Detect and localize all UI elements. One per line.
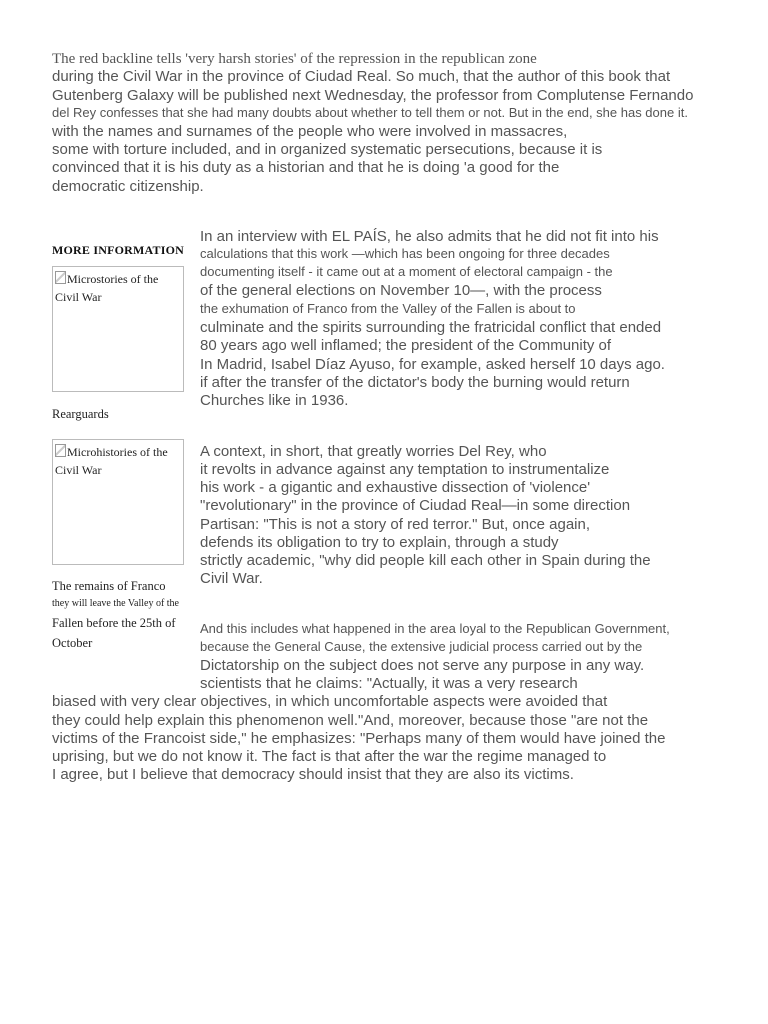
paragraph-line: the exhumation of Franco from the Valley of the Fallen is about to [200,301,576,316]
paragraph-line: because the General Cause, the extensive judicial process carried out by the [200,639,643,654]
paragraph-line: his work - a gigantic and exhaustive dissection of 'violence' [200,479,591,496]
related-article-image[interactable] [52,439,184,565]
paragraph-line: documenting itself - it came out at a moment of electoral campaign - the [200,264,613,279]
paragraph-line: calculations that this work —which has been ongoing for three decades [200,246,610,261]
image-alt-text: Microhistories of the Civil War [55,445,168,477]
paragraph-line: biased with very clear objectives, in which uncomfortable aspects were avoided that [52,693,608,710]
paragraph-line: they could help explain this phenomenon well."And, moreover, because those "are not the [52,712,649,729]
paragraph-line: In Madrid, Isabel Díaz Ayuso, for example, asked herself 10 days ago. [200,356,665,373]
intro-line: Gutenberg Galaxy will be published next Wednesday, the professor from Complutense Fernando [52,87,694,104]
paragraph-line: Partisan: "This is not a story of red terror." But, once again, [200,516,590,533]
paragraph-line: defends its obligation to try to explain, through a study [200,534,559,551]
paragraph-line: uprising, but we do not know it. The fact is that after the war the regime managed to [52,748,607,765]
aside-heading: MORE INFORMATION [52,243,184,257]
paragraph-line: victims of the Francoist side," he emphasizes: "Perhaps many of them would have joined the [52,730,666,747]
broken-image-icon [55,271,66,284]
paragraph-line: And this includes what happened in the area loyal to the Republican Government, [200,621,670,636]
paragraph-line: In an interview with EL PAÍS, he also admits that he did not fit into his [200,228,659,245]
paragraph-line: I agree, but I believe that democracy should insist that they are also its victims. [52,766,574,783]
paragraph-line: of the general elections on November 10—, with the process [200,282,602,299]
paragraph-line: Civil War. [200,570,263,587]
broken-image-icon [55,444,66,457]
intro-line: convinced that it is his duty as a historian and that he is doing 'a good for the [52,159,560,176]
intro-line: with the names and surnames of the people who were involved in massacres, [52,123,568,140]
paragraph-line: strictly academic, "why did people kill each other in Spain during the [200,552,651,569]
paragraph-line: if after the transfer of the dictator's body the burning would return [200,374,630,391]
paragraph-line: 80 years ago well inflamed; the president of the Community of [200,337,612,354]
paragraph-line: it revolts in advance against any temptation to instrumentalize [200,461,610,478]
related-article-link[interactable]: Rearguards [52,407,109,421]
paragraph-line: "revolutionary" in the province of Ciudad Real—in some direction [200,497,631,514]
paragraph-line: scientists that he claims: "Actually, it was a very research [200,675,578,692]
caption-line: Fallen before the 25th of [52,616,176,630]
intro-line: democratic citizenship. [52,178,204,195]
intro-line: during the Civil War in the province of Ciudad Real. So much, that the author of this book that [52,68,671,85]
intro-line: some with torture included, and in organized systematic persecutions, because it is [52,141,603,158]
intro-line: del Rey confesses that she had many doubts about whether to tell them or not. But in the end, she has done it. [52,105,688,120]
caption-line: they will leave the Valley of the [52,598,179,609]
caption-line: October [52,636,93,650]
paragraph-line: Churches like in 1936. [200,392,349,409]
related-article-image[interactable] [52,266,184,392]
caption-line: The remains of Franco [52,579,166,593]
paragraph-line: culminate and the spirits surrounding the fratricidal conflict that ended [200,319,662,336]
image-alt-text: Microstories of the Civil War [55,272,159,304]
paragraph-line: Dictatorship on the subject does not serve any purpose in any way. [200,657,645,674]
paragraph-line: A context, in short, that greatly worries Del Rey, who [200,443,547,460]
intro-line: The red backline tells 'very harsh stories' of the repression in the republican zone [52,51,537,67]
